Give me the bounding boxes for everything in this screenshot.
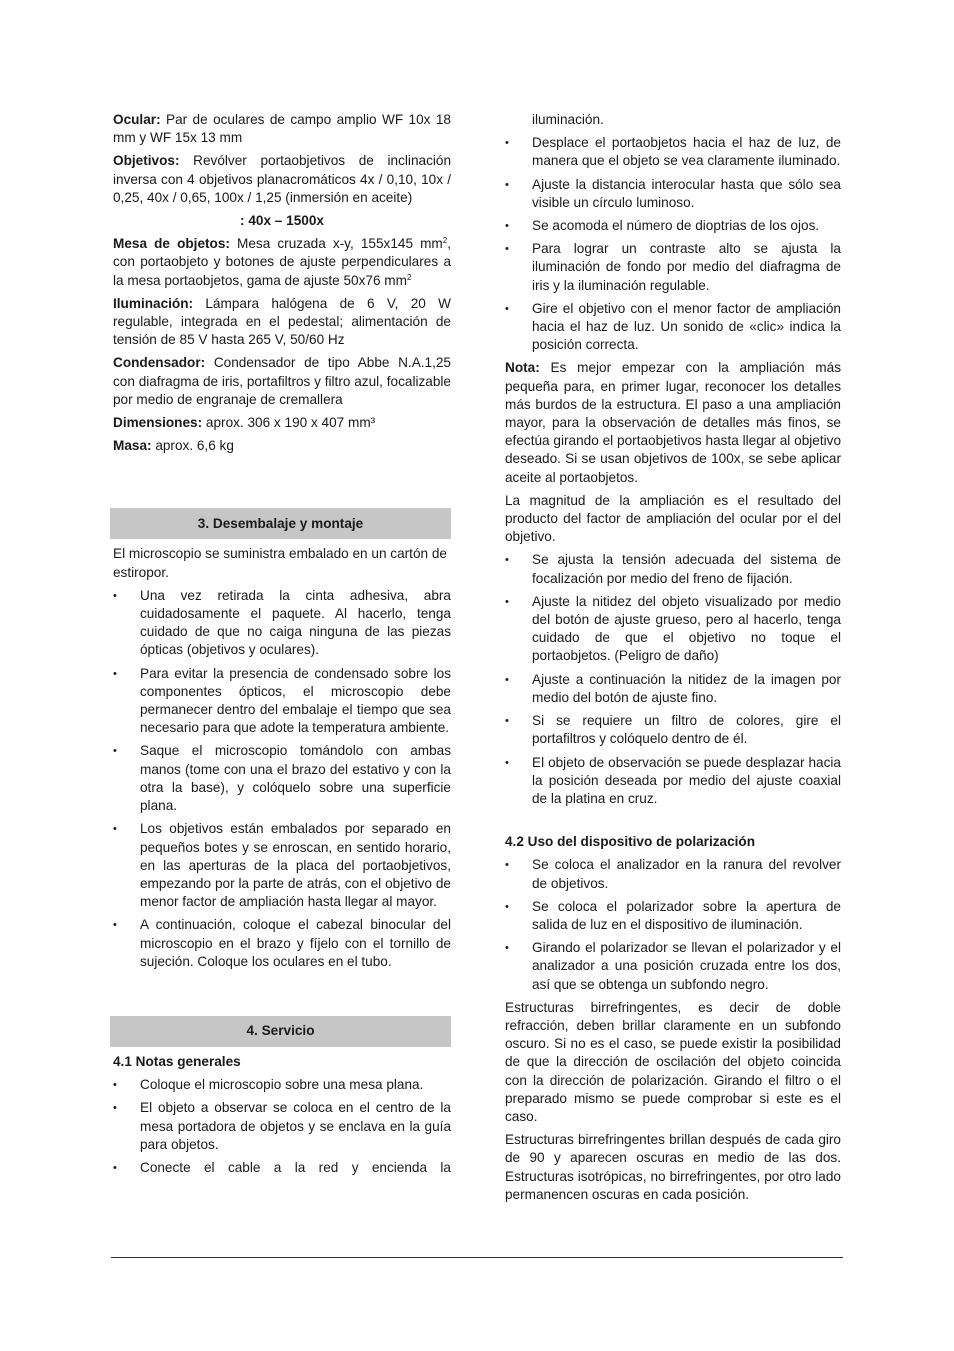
list-item-text: Conecte el cable a la red y encienda la <box>140 1159 451 1175</box>
left-column <box>113 111 451 1182</box>
list-item-text: Una vez retirada la cinta adhesiva, abra cuidadosamente el paquete. Al hacerlo, tenga cuidado de que no caiga ninguna de las piezas ópticas (objetivos y oculares). <box>140 587 451 658</box>
bullet-icon: • <box>505 673 509 686</box>
list-item <box>113 1159 451 1177</box>
bullet-icon: • <box>505 554 509 567</box>
bullet-icon: • <box>505 900 509 913</box>
bullet-icon: • <box>113 1079 117 1092</box>
spec-mesa <box>113 235 451 290</box>
spacer <box>113 976 451 1016</box>
spec-label: Condensador: <box>113 355 206 371</box>
bullet-icon: • <box>113 1161 117 1174</box>
bullet-icon: • <box>505 715 509 728</box>
list-item-text: Ajuste la distancia interocular hasta que sólo sea visible un círculo luminoso. <box>532 176 841 210</box>
list-item-text: Gire el objetivo con el menor factor de ampliación hacia el haz de luz. Un sonido de «clic» indica la posición correcta. <box>532 300 841 353</box>
list-continuation: iluminación. <box>532 112 604 127</box>
list-item-text: Ajuste la nitidez del objeto visualizado por medio del botón de ajuste grueso, pero al hacerlo, tenga cuidado de que el objetivo no toque el portaobjetos. (Peligro de daño) <box>532 593 841 664</box>
bullet-icon: • <box>505 243 509 256</box>
list-item <box>505 856 841 892</box>
spec-dimensiones <box>113 414 451 432</box>
bullet-list-desembalaje <box>113 587 451 971</box>
list-item-text: Girando el polarizador se llevan el polarizador y el analizador a una posición cruzada entre los dos, así que se obtenga un subfondo negro. <box>532 940 841 992</box>
list-item <box>505 217 841 235</box>
list-item-text: Se coloca el analizador en la ranura del revolver de objetivos. <box>532 857 841 891</box>
list-item-text: Se coloca el polarizador sobre la apertura de salida de luz en el dispositivo de iluminación. <box>532 898 841 932</box>
bullet-list-notas <box>113 1076 451 1177</box>
bullet-icon: • <box>113 745 117 758</box>
bullet-icon: • <box>505 178 509 191</box>
spec-label: Masa: <box>113 438 152 454</box>
paragraph-giro: Estructuras birrefringentes brillan después de cada giro de 90 y aparecen oscuras en medio de las dos. Estructuras isotrópicas, no birrefringentes, por otro lado permanencen oscuras en cada posición. <box>505 1132 841 1202</box>
bullet-icon: • <box>113 589 117 602</box>
spec-text: Condensador de tipo Abbe N.A.1,25 con diafragma de iris, portafiltros y filtro azul, focalizable por medio de engranaje de cremallera <box>113 355 451 407</box>
right-column <box>505 111 841 1209</box>
section-intro: El microscopio se suministra embalado en un cartón de estiropor. <box>113 546 447 580</box>
paragraph-magnitud: La magnitud de la ampliación es el resultado del producto del factor de ampliación del ocular por el del objetivo. <box>505 492 841 545</box>
spec-label: Ocular: <box>113 112 161 127</box>
spec-label: Iluminación: <box>113 295 194 311</box>
subsection-heading-notas: 4.1 Notas generales <box>113 1053 241 1069</box>
bullet-icon: • <box>113 823 117 836</box>
list-item-text: Para lograr un contraste alto se ajusta la iluminación de fondo por medio del diafragma de iris y la iluminación regulable. <box>532 241 841 293</box>
spec-masa <box>113 437 451 455</box>
bullet-icon: • <box>505 859 509 872</box>
bullet-list-enfoque <box>505 551 841 808</box>
list-item <box>505 134 841 170</box>
list-item <box>505 176 841 212</box>
spacer <box>113 460 451 508</box>
list-item-text: Ajuste a continuación la nitidez de la imagen por medio del botón de ajuste fino. <box>532 671 841 705</box>
list-item <box>113 587 451 660</box>
list-item-text: Para evitar la presencia de condensado sobre los componentes ópticos, el microscopio debe permanecer dentro del embalaje el tiempo que sea necesario para que adote la temperatura ambiente. <box>140 665 451 736</box>
spec-label: Dimensiones: <box>113 415 203 431</box>
bullet-icon: • <box>113 919 117 932</box>
list-item <box>505 551 841 587</box>
list-item-text: Los objetivos están embalados por separado en pequeños botes y se enroscan, en sentido horario, en las aperturas de la placa del portaobjetivos, empezando por la parte de atrás, con el objetivo de menor factor de ampliación hasta llegar al mayor. <box>140 821 451 910</box>
superscript: 2 <box>406 272 412 282</box>
bullet-icon: • <box>505 756 509 769</box>
spec-text: Par de oculares de campo amplio WF 10x 18 mm y WF 15x 13 mm <box>113 112 451 146</box>
list-item-text: Desplace el portaobjetos hacia el haz de luz, de manera que el objeto se vea claramente iluminado. <box>532 135 841 169</box>
list-item <box>113 742 451 815</box>
list-item-text: Coloque el microscopio sobre una mesa plana. <box>140 1077 424 1093</box>
list-item <box>113 1076 451 1094</box>
spec-objetivos <box>113 152 451 207</box>
spec-text: : 40x – 1500x <box>240 213 324 229</box>
list-item-text: Se acomoda el número de dioptrias de los ojos. <box>532 218 820 234</box>
bullet-icon: • <box>505 595 509 608</box>
list-item <box>505 671 841 707</box>
section-header-desembalaje: 3. Desembalaje y montaje <box>110 508 451 539</box>
subsection-heading-polarizacion: 4.2 Uso del dispositivo de polarización <box>505 834 756 850</box>
list-item <box>505 939 841 994</box>
bottom-divider <box>111 1257 843 1258</box>
spec-text: Lámpara halógena de 6 V, 20 W regulable, integrada en el pedestal; alimentación de tensión de 85 V hasta 265 V, 50/60 Hz <box>113 295 452 348</box>
list-item <box>113 1099 451 1154</box>
spec-text: aprox. 6,6 kg <box>155 438 234 454</box>
spec-text: Mesa cruzada x-y, 155x145 mm <box>237 236 443 252</box>
spec-text: Revólver portaobjetivos de inclinación inversa con 4 objetivos planacromáticos 4x / 0,10, 10x / 0,25, 40x / 0,65, 100x / 1,25 (inmersión en aceite) <box>113 153 452 205</box>
list-item-text: A continuación, coloque el cabezal binocular del microscopio en el brazo y fíjelo con el tornillo de sujeción. Coloque los oculares en el tubo. <box>140 917 451 969</box>
list-item <box>113 665 451 738</box>
list-item-text: Si se requiere un filtro de colores, gire el portafiltros y colóquelo dentro de él. <box>532 713 841 747</box>
bullet-icon: • <box>505 220 509 233</box>
section-header-servicio: 4. Servicio <box>110 1016 451 1047</box>
list-item <box>113 820 451 911</box>
list-item-text: El objeto a observar se coloca en el centro de la mesa portadora de objetos y se enclava en la guía para objetos. <box>140 1100 451 1152</box>
bullet-icon: • <box>505 137 509 150</box>
paragraph-birrefringentes: Estructuras birrefringentes, es decir de doble refracción, deben brillar claramente en un subfondo oscuro. Si no es el caso, se puede existir la posibilidad de que la dirección de oscilación del objeto coincida con la dirección de polarización. Girando el filtro o el preparado mismo se puede comprobar si este es el caso. <box>505 999 841 1124</box>
spec-label: Mesa de objetos: <box>113 236 230 252</box>
note-label: Nota: <box>505 360 540 376</box>
bullet-list-ajustes <box>505 134 841 354</box>
list-item <box>505 300 841 355</box>
spec-text: , con portaobjeto y botones de ajuste perpendiculares a la mesa portaobjetos, gama de ajuste 50x76 mm <box>113 236 451 288</box>
list-item <box>505 593 841 666</box>
note-text: Es mejor empezar con la ampliación más pequeña para, en primer lugar, reconocer los detalles más burdos de la estructura. El paso a una ampliación mayor, para la observación de detalles más finos, se efectúa girando el portaobjetivos hasta llegar al objetivo deseado. Si se usan objetivos de 100x, se sebe aplicar aceite al portaobjetos. <box>505 360 841 485</box>
list-item-text: Se ajusta la tensión adecuada del sistema de focalización por medio del freno de fijación. <box>532 552 841 586</box>
bullet-list-polarizacion <box>505 856 841 993</box>
list-item-text: Saque el microscopio tomándolo con ambas manos (tome con una el brazo del estativo y con la otra la base), y colóquelo sobre una superficie plana. <box>140 743 451 814</box>
list-item <box>505 898 841 934</box>
spec-iluminacion <box>113 295 451 350</box>
list-item <box>505 754 841 809</box>
list-item-text: El objeto de observación se puede desplazar hacia la posición deseada por medio del ajuste coaxial de la platina en cruz. <box>532 754 841 806</box>
bullet-icon: • <box>113 1102 117 1115</box>
spec-ocular <box>113 111 451 147</box>
superscript: 2 <box>442 236 448 246</box>
list-item <box>113 916 451 971</box>
bullet-icon: • <box>505 942 509 955</box>
list-item <box>505 712 841 748</box>
spec-label: Objetivos: <box>113 153 180 169</box>
list-item <box>505 240 841 295</box>
spec-condensador <box>113 354 451 409</box>
spec-magnification <box>113 212 451 230</box>
note-paragraph <box>505 359 841 486</box>
bullet-icon: • <box>113 667 117 680</box>
bullet-icon: • <box>505 302 509 315</box>
spacer <box>505 813 841 833</box>
spec-text: aprox. 306 x 190 x 407 mm³ <box>205 415 376 431</box>
